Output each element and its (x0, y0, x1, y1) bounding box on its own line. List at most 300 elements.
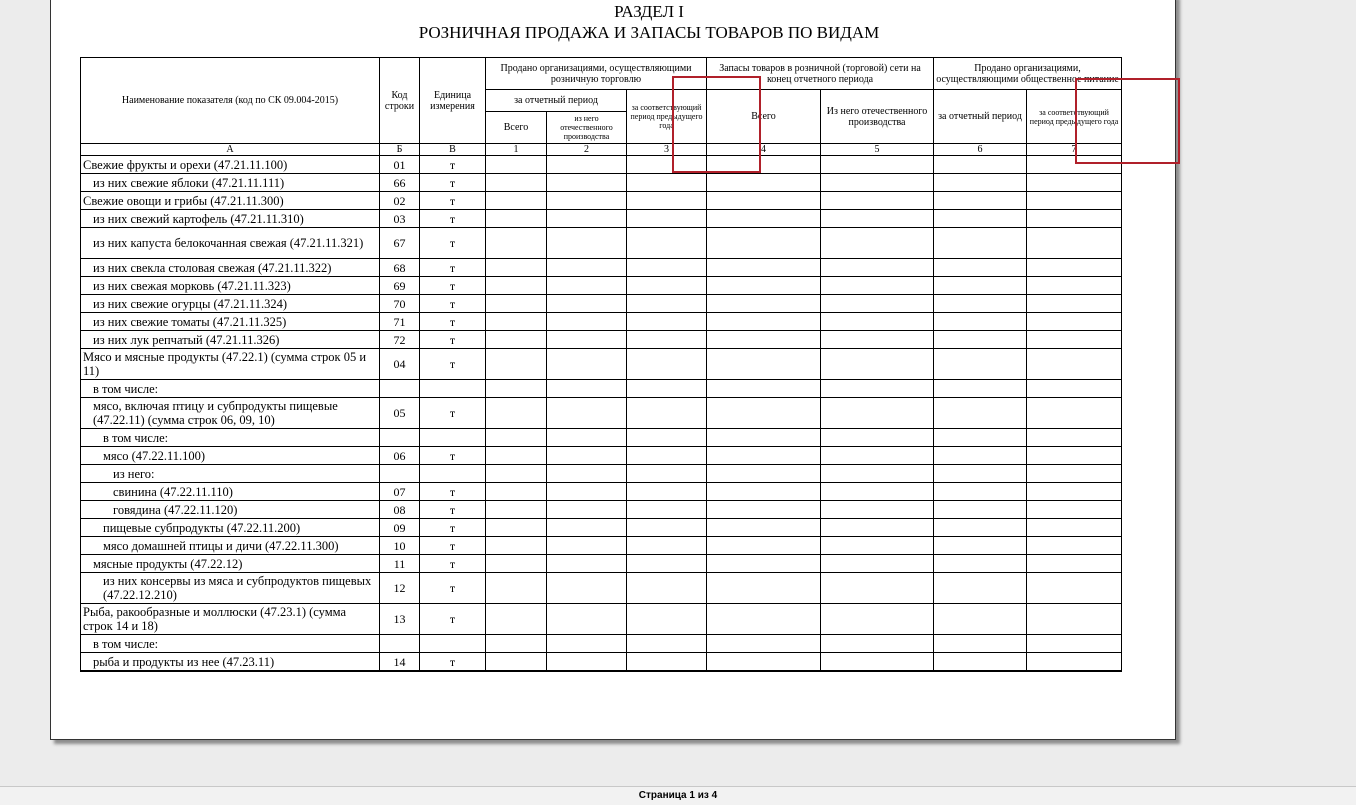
value-cell[interactable] (486, 156, 547, 174)
value-cell[interactable] (934, 295, 1027, 313)
value-cell[interactable] (547, 156, 627, 174)
value-cell[interactable] (547, 192, 627, 210)
column-letter: 2 (547, 144, 627, 156)
value-cell[interactable] (627, 573, 707, 604)
value-cell[interactable] (1027, 483, 1122, 501)
row-code: 08 (380, 501, 420, 519)
value-cell[interactable] (821, 398, 934, 429)
row-unit: т (420, 156, 486, 174)
header-catering-prev: за соответствующий период предыдущего года (1027, 90, 1122, 144)
value-cell[interactable] (547, 210, 627, 228)
column-letter: 5 (821, 144, 934, 156)
row-unit: т (420, 555, 486, 573)
value-cell[interactable] (821, 331, 934, 349)
value-cell[interactable] (486, 429, 547, 447)
value-cell[interactable] (821, 537, 934, 555)
table-row (81, 313, 1122, 331)
row-code: 09 (380, 519, 420, 537)
value-cell[interactable] (1027, 465, 1122, 483)
table-row (81, 156, 1122, 174)
value-cell[interactable] (821, 210, 934, 228)
value-cell[interactable] (707, 555, 821, 573)
row-code (380, 465, 420, 483)
row-code: 02 (380, 192, 420, 210)
value-cell[interactable] (627, 398, 707, 429)
value-cell[interactable] (1027, 228, 1122, 259)
value-cell[interactable] (486, 537, 547, 555)
value-cell[interactable] (547, 483, 627, 501)
value-cell[interactable] (707, 174, 821, 192)
table-row (81, 380, 1122, 398)
header-prev-year: за соответствующий период предыдущего года (627, 90, 707, 144)
row-name: мясо, включая птицу и субпродукты пищевые (47.22.11) (сумма строк 06, 09, 10) (81, 398, 380, 429)
value-cell[interactable] (821, 156, 934, 174)
value-cell[interactable] (486, 398, 547, 429)
document-page (50, 0, 1176, 740)
table-row (81, 429, 1122, 447)
table-body (81, 156, 1122, 672)
row-code: 14 (380, 653, 420, 672)
value-cell[interactable] (821, 277, 934, 295)
column-letter: 1 (486, 144, 547, 156)
row-code: 70 (380, 295, 420, 313)
row-unit: т (420, 398, 486, 429)
row-code: 69 (380, 277, 420, 295)
value-cell[interactable] (934, 555, 1027, 573)
value-cell[interactable] (547, 447, 627, 465)
value-cell[interactable] (1027, 537, 1122, 555)
value-cell[interactable] (486, 210, 547, 228)
value-cell[interactable] (934, 277, 1027, 295)
value-cell[interactable] (934, 537, 1027, 555)
row-name: свинина (47.22.11.110) (81, 483, 380, 501)
header-catering-period: за отчетный период (934, 90, 1027, 144)
header-unit: Единица измерения (420, 58, 486, 144)
column-letter: 3 (627, 144, 707, 156)
value-cell[interactable] (1027, 555, 1122, 573)
row-name: мясные продукты (47.22.12) (81, 555, 380, 573)
header-stocks: Запасы товаров в розничной (торговой) сети на конец отчетного периода (707, 58, 934, 90)
value-cell[interactable] (627, 501, 707, 519)
value-cell[interactable] (821, 604, 934, 635)
header-domestic: из него отечественного производства (547, 112, 627, 144)
row-name: из них свежие яблоки (47.21.11.111) (81, 174, 380, 192)
value-cell[interactable] (821, 501, 934, 519)
value-cell[interactable] (486, 380, 547, 398)
table-row (81, 398, 1122, 429)
value-cell[interactable] (627, 259, 707, 277)
table-row (81, 653, 1122, 672)
table-row (81, 277, 1122, 295)
value-cell[interactable] (821, 380, 934, 398)
table-row (81, 228, 1122, 259)
row-code: 71 (380, 313, 420, 331)
table-row (81, 573, 1122, 604)
value-cell[interactable] (821, 295, 934, 313)
row-name: мясо (47.22.11.100) (81, 447, 380, 465)
value-cell[interactable] (486, 259, 547, 277)
value-cell[interactable] (627, 295, 707, 313)
value-cell[interactable] (934, 228, 1027, 259)
row-code (380, 635, 420, 653)
row-code: 07 (380, 483, 420, 501)
report-table (80, 57, 1122, 672)
value-cell[interactable] (707, 573, 821, 604)
value-cell[interactable] (821, 465, 934, 483)
row-name: мясо домашней птицы и дичи (47.22.11.300) (81, 537, 380, 555)
value-cell[interactable] (547, 429, 627, 447)
value-cell[interactable] (627, 537, 707, 555)
row-code: 67 (380, 228, 420, 259)
value-cell[interactable] (934, 349, 1027, 380)
main-title: РОЗНИЧНАЯ ПРОДАЖА И ЗАПАСЫ ТОВАРОВ ПО ВИДАМ (418, 23, 880, 42)
value-cell[interactable] (934, 465, 1027, 483)
row-code: 01 (380, 156, 420, 174)
value-cell[interactable] (821, 555, 934, 573)
table-row (81, 192, 1122, 210)
row-code: 04 (380, 349, 420, 380)
value-cell[interactable] (707, 483, 821, 501)
value-cell[interactable] (707, 349, 821, 380)
value-cell[interactable] (627, 192, 707, 210)
row-name: из них свежие томаты (47.21.11.325) (81, 313, 380, 331)
value-cell[interactable] (627, 635, 707, 653)
row-name: рыба и продукты из нее (47.23.11) (81, 653, 380, 672)
value-cell[interactable] (1027, 519, 1122, 537)
value-cell[interactable] (486, 349, 547, 380)
row-unit: т (420, 228, 486, 259)
value-cell[interactable] (821, 259, 934, 277)
value-cell[interactable] (934, 653, 1027, 672)
value-cell[interactable] (934, 174, 1027, 192)
column-letter: 7 (1027, 144, 1122, 156)
value-cell[interactable] (486, 653, 547, 672)
value-cell[interactable] (627, 277, 707, 295)
value-cell[interactable] (934, 501, 1027, 519)
value-cell[interactable] (934, 331, 1027, 349)
value-cell[interactable] (486, 501, 547, 519)
value-cell[interactable] (707, 465, 821, 483)
table-row (81, 555, 1122, 573)
column-letter: А (81, 144, 380, 156)
value-cell[interactable] (1027, 501, 1122, 519)
row-unit: т (420, 573, 486, 604)
header-stocks-total: Всего (707, 90, 821, 144)
value-cell[interactable] (486, 277, 547, 295)
value-cell[interactable] (547, 604, 627, 635)
page-indicator: Страница 1 из 4 (638, 790, 718, 801)
value-cell[interactable] (821, 519, 934, 537)
row-code (380, 380, 420, 398)
value-cell[interactable] (707, 604, 821, 635)
value-cell[interactable] (1027, 349, 1122, 380)
value-cell[interactable] (547, 555, 627, 573)
highlight-box (1075, 78, 1180, 164)
table-row (81, 259, 1122, 277)
value-cell[interactable] (1027, 313, 1122, 331)
header-sold-catering: Продано организациями, осуществляющими общественное питание (934, 58, 1122, 90)
value-cell[interactable] (934, 259, 1027, 277)
row-unit (420, 429, 486, 447)
value-cell[interactable] (486, 555, 547, 573)
value-cell[interactable] (547, 465, 627, 483)
value-cell[interactable] (627, 429, 707, 447)
value-cell[interactable] (1027, 259, 1122, 277)
value-cell[interactable] (627, 555, 707, 573)
value-cell[interactable] (821, 447, 934, 465)
row-code: 06 (380, 447, 420, 465)
value-cell[interactable] (707, 501, 821, 519)
row-code (380, 429, 420, 447)
value-cell[interactable] (486, 604, 547, 635)
header-for-period: за отчетный период (486, 90, 627, 112)
row-unit: т (420, 604, 486, 635)
row-name: Свежие фрукты и орехи (47.21.11.100) (81, 156, 380, 174)
row-name: из них капуста белокочанная свежая (47.21.11.321) (81, 228, 380, 259)
table-row (81, 295, 1122, 313)
value-cell[interactable] (627, 380, 707, 398)
row-unit: т (420, 349, 486, 380)
value-cell[interactable] (707, 653, 821, 672)
row-name: из них свекла столовая свежая (47.21.11.322) (81, 259, 380, 277)
value-cell[interactable] (934, 210, 1027, 228)
row-unit: т (420, 277, 486, 295)
value-cell[interactable] (627, 349, 707, 380)
table-row (81, 210, 1122, 228)
value-cell[interactable] (627, 519, 707, 537)
value-cell[interactable] (821, 573, 934, 604)
value-cell[interactable] (627, 313, 707, 331)
row-name: из него: (81, 465, 380, 483)
value-cell[interactable] (934, 313, 1027, 331)
value-cell[interactable] (486, 447, 547, 465)
value-cell[interactable] (547, 174, 627, 192)
value-cell[interactable] (821, 174, 934, 192)
row-name: из них консервы из мяса и субпродуктов пищевых (47.22.12.210) (81, 573, 380, 604)
table-row (81, 501, 1122, 519)
value-cell[interactable] (707, 313, 821, 331)
row-unit: т (420, 519, 486, 537)
value-cell[interactable] (934, 398, 1027, 429)
row-code: 72 (380, 331, 420, 349)
table-row (81, 174, 1122, 192)
value-cell[interactable] (1027, 429, 1122, 447)
value-cell[interactable] (486, 465, 547, 483)
table-row (81, 447, 1122, 465)
value-cell[interactable] (934, 429, 1027, 447)
value-cell[interactable] (821, 192, 934, 210)
value-cell[interactable] (821, 313, 934, 331)
value-cell[interactable] (547, 537, 627, 555)
value-cell[interactable] (547, 295, 627, 313)
row-name: в том числе: (81, 635, 380, 653)
row-unit: т (420, 447, 486, 465)
value-cell[interactable] (821, 429, 934, 447)
value-cell[interactable] (707, 210, 821, 228)
value-cell[interactable] (707, 295, 821, 313)
row-name: из них лук репчатый (47.21.11.326) (81, 331, 380, 349)
value-cell[interactable] (707, 380, 821, 398)
value-cell[interactable] (486, 228, 547, 259)
value-cell[interactable] (1027, 653, 1122, 672)
value-cell[interactable] (934, 635, 1027, 653)
value-cell[interactable] (1027, 277, 1122, 295)
value-cell[interactable] (1027, 331, 1122, 349)
row-unit: т (420, 259, 486, 277)
value-cell[interactable] (547, 313, 627, 331)
row-unit: т (420, 537, 486, 555)
value-cell[interactable] (1027, 380, 1122, 398)
value-cell[interactable] (707, 519, 821, 537)
row-unit: т (420, 174, 486, 192)
row-name: в том числе: (81, 380, 380, 398)
header-code: Код строки (380, 58, 420, 144)
row-name: в том числе: (81, 429, 380, 447)
value-cell[interactable] (1027, 295, 1122, 313)
value-cell[interactable] (486, 573, 547, 604)
value-cell[interactable] (707, 277, 821, 295)
column-letter: 4 (707, 144, 821, 156)
value-cell[interactable] (486, 331, 547, 349)
header-total: Всего (486, 112, 547, 144)
value-cell[interactable] (547, 349, 627, 380)
value-cell[interactable] (821, 228, 934, 259)
table-row (81, 537, 1122, 555)
value-cell[interactable] (547, 501, 627, 519)
row-code: 68 (380, 259, 420, 277)
row-unit: т (420, 483, 486, 501)
row-code: 03 (380, 210, 420, 228)
value-cell[interactable] (1027, 635, 1122, 653)
value-cell[interactable] (1027, 398, 1122, 429)
header-sold-retail: Продано организациями, осуществляющими розничную торговлю (486, 58, 707, 90)
value-cell[interactable] (707, 228, 821, 259)
value-cell[interactable] (486, 295, 547, 313)
value-cell[interactable] (547, 277, 627, 295)
row-unit: т (420, 653, 486, 672)
row-unit: т (420, 501, 486, 519)
row-unit (420, 635, 486, 653)
row-name: Мясо и мясные продукты (47.22.1) (сумма строк 05 и 11) (81, 349, 380, 380)
table-row (81, 483, 1122, 501)
row-name: из них свежая морковь (47.21.11.323) (81, 277, 380, 295)
value-cell[interactable] (1027, 174, 1122, 192)
value-cell[interactable] (707, 447, 821, 465)
value-cell[interactable] (934, 192, 1027, 210)
value-cell[interactable] (934, 519, 1027, 537)
value-cell[interactable] (627, 228, 707, 259)
row-code: 12 (380, 573, 420, 604)
value-cell[interactable] (1027, 447, 1122, 465)
value-cell[interactable] (486, 174, 547, 192)
row-name: из них свежий картофель (47.21.11.310) (81, 210, 380, 228)
value-cell[interactable] (547, 635, 627, 653)
row-code: 05 (380, 398, 420, 429)
row-name: Рыба, ракообразные и моллюски (47.23.1) (сумма строк 14 и 18) (81, 604, 380, 635)
value-cell[interactable] (934, 573, 1027, 604)
value-cell[interactable] (821, 349, 934, 380)
value-cell[interactable] (821, 653, 934, 672)
status-bar (0, 786, 1356, 805)
row-unit: т (420, 331, 486, 349)
value-cell[interactable] (934, 447, 1027, 465)
value-cell[interactable] (707, 635, 821, 653)
table-row (81, 465, 1122, 483)
value-cell[interactable] (1027, 192, 1122, 210)
header-name: Наименование показателя (код по СК 09.004-2015) (81, 58, 380, 144)
value-cell[interactable] (707, 259, 821, 277)
value-cell[interactable] (707, 398, 821, 429)
row-name: говядина (47.22.11.120) (81, 501, 380, 519)
value-cell[interactable] (486, 313, 547, 331)
table-row (81, 349, 1122, 380)
value-cell[interactable] (1027, 604, 1122, 635)
column-letters-row (81, 144, 1122, 156)
value-cell[interactable] (627, 447, 707, 465)
value-cell[interactable] (627, 604, 707, 635)
section-title: РАЗДЕЛ I (614, 2, 684, 21)
value-cell[interactable] (934, 483, 1027, 501)
header-stocks-domestic: Из него отечественного производства (821, 90, 934, 144)
value-cell[interactable] (627, 465, 707, 483)
value-cell[interactable] (627, 174, 707, 192)
value-cell[interactable] (547, 398, 627, 429)
value-cell[interactable] (547, 228, 627, 259)
row-unit: т (420, 210, 486, 228)
value-cell[interactable] (627, 210, 707, 228)
row-unit: т (420, 295, 486, 313)
value-cell[interactable] (1027, 573, 1122, 604)
highlight-box (672, 76, 761, 173)
value-cell[interactable] (547, 259, 627, 277)
value-cell[interactable] (934, 156, 1027, 174)
value-cell[interactable] (821, 635, 934, 653)
value-cell[interactable] (547, 331, 627, 349)
value-cell[interactable] (821, 483, 934, 501)
row-name: пищевые субпродукты (47.22.11.200) (81, 519, 380, 537)
value-cell[interactable] (627, 331, 707, 349)
value-cell[interactable] (486, 635, 547, 653)
row-code: 13 (380, 604, 420, 635)
row-name: из них свежие огурцы (47.21.11.324) (81, 295, 380, 313)
column-letter: 6 (934, 144, 1027, 156)
value-cell[interactable] (486, 519, 547, 537)
row-unit (420, 465, 486, 483)
value-cell[interactable] (707, 429, 821, 447)
value-cell[interactable] (547, 380, 627, 398)
row-name: Свежие овощи и грибы (47.21.11.300) (81, 192, 380, 210)
table-row (81, 635, 1122, 653)
value-cell[interactable] (707, 537, 821, 555)
value-cell[interactable] (486, 483, 547, 501)
value-cell[interactable] (934, 380, 1027, 398)
value-cell[interactable] (1027, 210, 1122, 228)
value-cell[interactable] (547, 573, 627, 604)
row-code: 66 (380, 174, 420, 192)
value-cell[interactable] (707, 331, 821, 349)
value-cell[interactable] (627, 483, 707, 501)
value-cell[interactable] (627, 653, 707, 672)
table-row (81, 331, 1122, 349)
column-letter: В (420, 144, 486, 156)
value-cell[interactable] (547, 519, 627, 537)
row-unit: т (420, 313, 486, 331)
row-code: 10 (380, 537, 420, 555)
value-cell[interactable] (934, 604, 1027, 635)
value-cell[interactable] (707, 192, 821, 210)
value-cell[interactable] (486, 192, 547, 210)
value-cell[interactable] (547, 653, 627, 672)
